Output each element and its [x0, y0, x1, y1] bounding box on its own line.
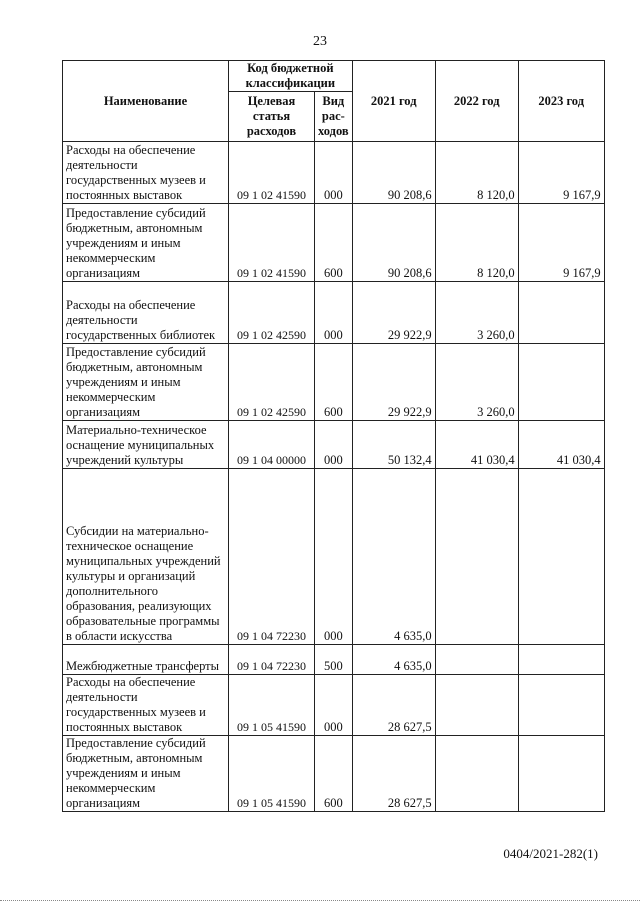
row-2022-value-cell: 41 030,4 [435, 421, 518, 469]
row-target-code-cell: 09 1 02 41590 [229, 204, 315, 282]
row-name-cell: Предоставление субсидий бюджетным, автономным учреждениям и иным некоммерческим организациям [63, 344, 229, 421]
row-name-cell: Предоставление субсидий бюджетным, автономным учреждениям и иным некоммерческим организациям [63, 736, 229, 812]
row-2021-value-cell: 4 635,0 [352, 469, 435, 645]
row-expense-type-cell: 000 [315, 421, 353, 469]
row-2023-value-cell [518, 469, 604, 645]
row-2021-value-cell: 4 635,0 [352, 645, 435, 675]
row-target-code-cell: 09 1 04 72230 [229, 469, 315, 645]
row-2023-value-cell [518, 736, 604, 812]
row-2023-value-cell [518, 282, 604, 344]
table-row [63, 142, 605, 204]
header-2023: 2023 год [518, 61, 604, 142]
header-target: Целевая статья расходов [229, 92, 315, 142]
row-2022-value-cell [435, 675, 518, 736]
footer-divider [0, 900, 640, 902]
row-expense-type-cell: 600 [315, 344, 353, 421]
row-target-code-cell: 09 1 05 41590 [229, 675, 315, 736]
row-2023-value-cell: 9 167,9 [518, 142, 604, 204]
table-row [63, 736, 605, 812]
row-target-code-cell: 09 1 02 41590 [229, 142, 315, 204]
document-code: 0404/2021-282(1) [503, 846, 598, 861]
page-number: 23 [313, 34, 327, 49]
row-2021-value-cell: 29 922,9 [352, 344, 435, 421]
row-name-cell: Расходы на обеспечение деятельности государственных библиотек [63, 282, 229, 344]
table-row [63, 469, 605, 645]
row-target-code-cell: 09 1 04 00000 [229, 421, 315, 469]
table-row [63, 645, 605, 675]
row-target-code-cell: 09 1 05 41590 [229, 736, 315, 812]
row-2023-value-cell: 41 030,4 [518, 421, 604, 469]
row-2022-value-cell [435, 645, 518, 675]
row-2023-value-cell [518, 645, 604, 675]
header-2021: 2021 год [352, 61, 435, 142]
row-2022-value-cell: 3 260,0 [435, 344, 518, 421]
row-expense-type-cell: 600 [315, 204, 353, 282]
row-name-cell: Предоставление субсидий бюджетным, автономным учреждениям и иным некоммерческим организациям [63, 204, 229, 282]
row-2022-value-cell: 3 260,0 [435, 282, 518, 344]
header-2022: 2022 год [435, 61, 518, 142]
header-type: Вид рас-ходов [315, 92, 353, 142]
row-name-cell: Материально-техническое оснащение муниципальных учреждений культуры [63, 421, 229, 469]
budget-table [62, 60, 605, 812]
row-expense-type-cell: 000 [315, 675, 353, 736]
row-target-code-cell: 09 1 02 42590 [229, 344, 315, 421]
header-name: Наименование [63, 61, 229, 142]
row-2021-value-cell: 28 627,5 [352, 675, 435, 736]
row-name-cell: Межбюджетные трансферты [63, 645, 229, 675]
row-2022-value-cell: 8 120,0 [435, 142, 518, 204]
row-2021-value-cell: 90 208,6 [352, 142, 435, 204]
row-2021-value-cell: 29 922,9 [352, 282, 435, 344]
row-expense-type-cell: 000 [315, 142, 353, 204]
row-2023-value-cell [518, 344, 604, 421]
row-2022-value-cell: 8 120,0 [435, 204, 518, 282]
row-expense-type-cell: 600 [315, 736, 353, 812]
table-row [63, 421, 605, 469]
row-2021-value-cell: 28 627,5 [352, 736, 435, 812]
row-2021-value-cell: 50 132,4 [352, 421, 435, 469]
row-2023-value-cell [518, 675, 604, 736]
row-2022-value-cell [435, 469, 518, 645]
row-name-cell: Расходы на обеспечение деятельности государственных музеев и постоянных выставок [63, 675, 229, 736]
table-row [63, 204, 605, 282]
table-row [63, 282, 605, 344]
row-expense-type-cell: 000 [315, 469, 353, 645]
row-target-code-cell: 09 1 04 72230 [229, 645, 315, 675]
row-2023-value-cell: 9 167,9 [518, 204, 604, 282]
row-target-code-cell: 09 1 02 42590 [229, 282, 315, 344]
header-code-group: Код бюджетной классификации [229, 61, 353, 92]
row-expense-type-cell: 500 [315, 645, 353, 675]
table-row [63, 344, 605, 421]
row-name-cell: Расходы на обеспечение деятельности государственных музеев и постоянных выставок [63, 142, 229, 204]
row-2022-value-cell [435, 736, 518, 812]
table-row [63, 675, 605, 736]
row-2021-value-cell: 90 208,6 [352, 204, 435, 282]
row-name-cell: Субсидии на материально-техническое оснащение муниципальных учреждений культуры и организаций дополнительного образования, реализующих образовательные программы в области искусства [63, 469, 229, 645]
row-expense-type-cell: 000 [315, 282, 353, 344]
